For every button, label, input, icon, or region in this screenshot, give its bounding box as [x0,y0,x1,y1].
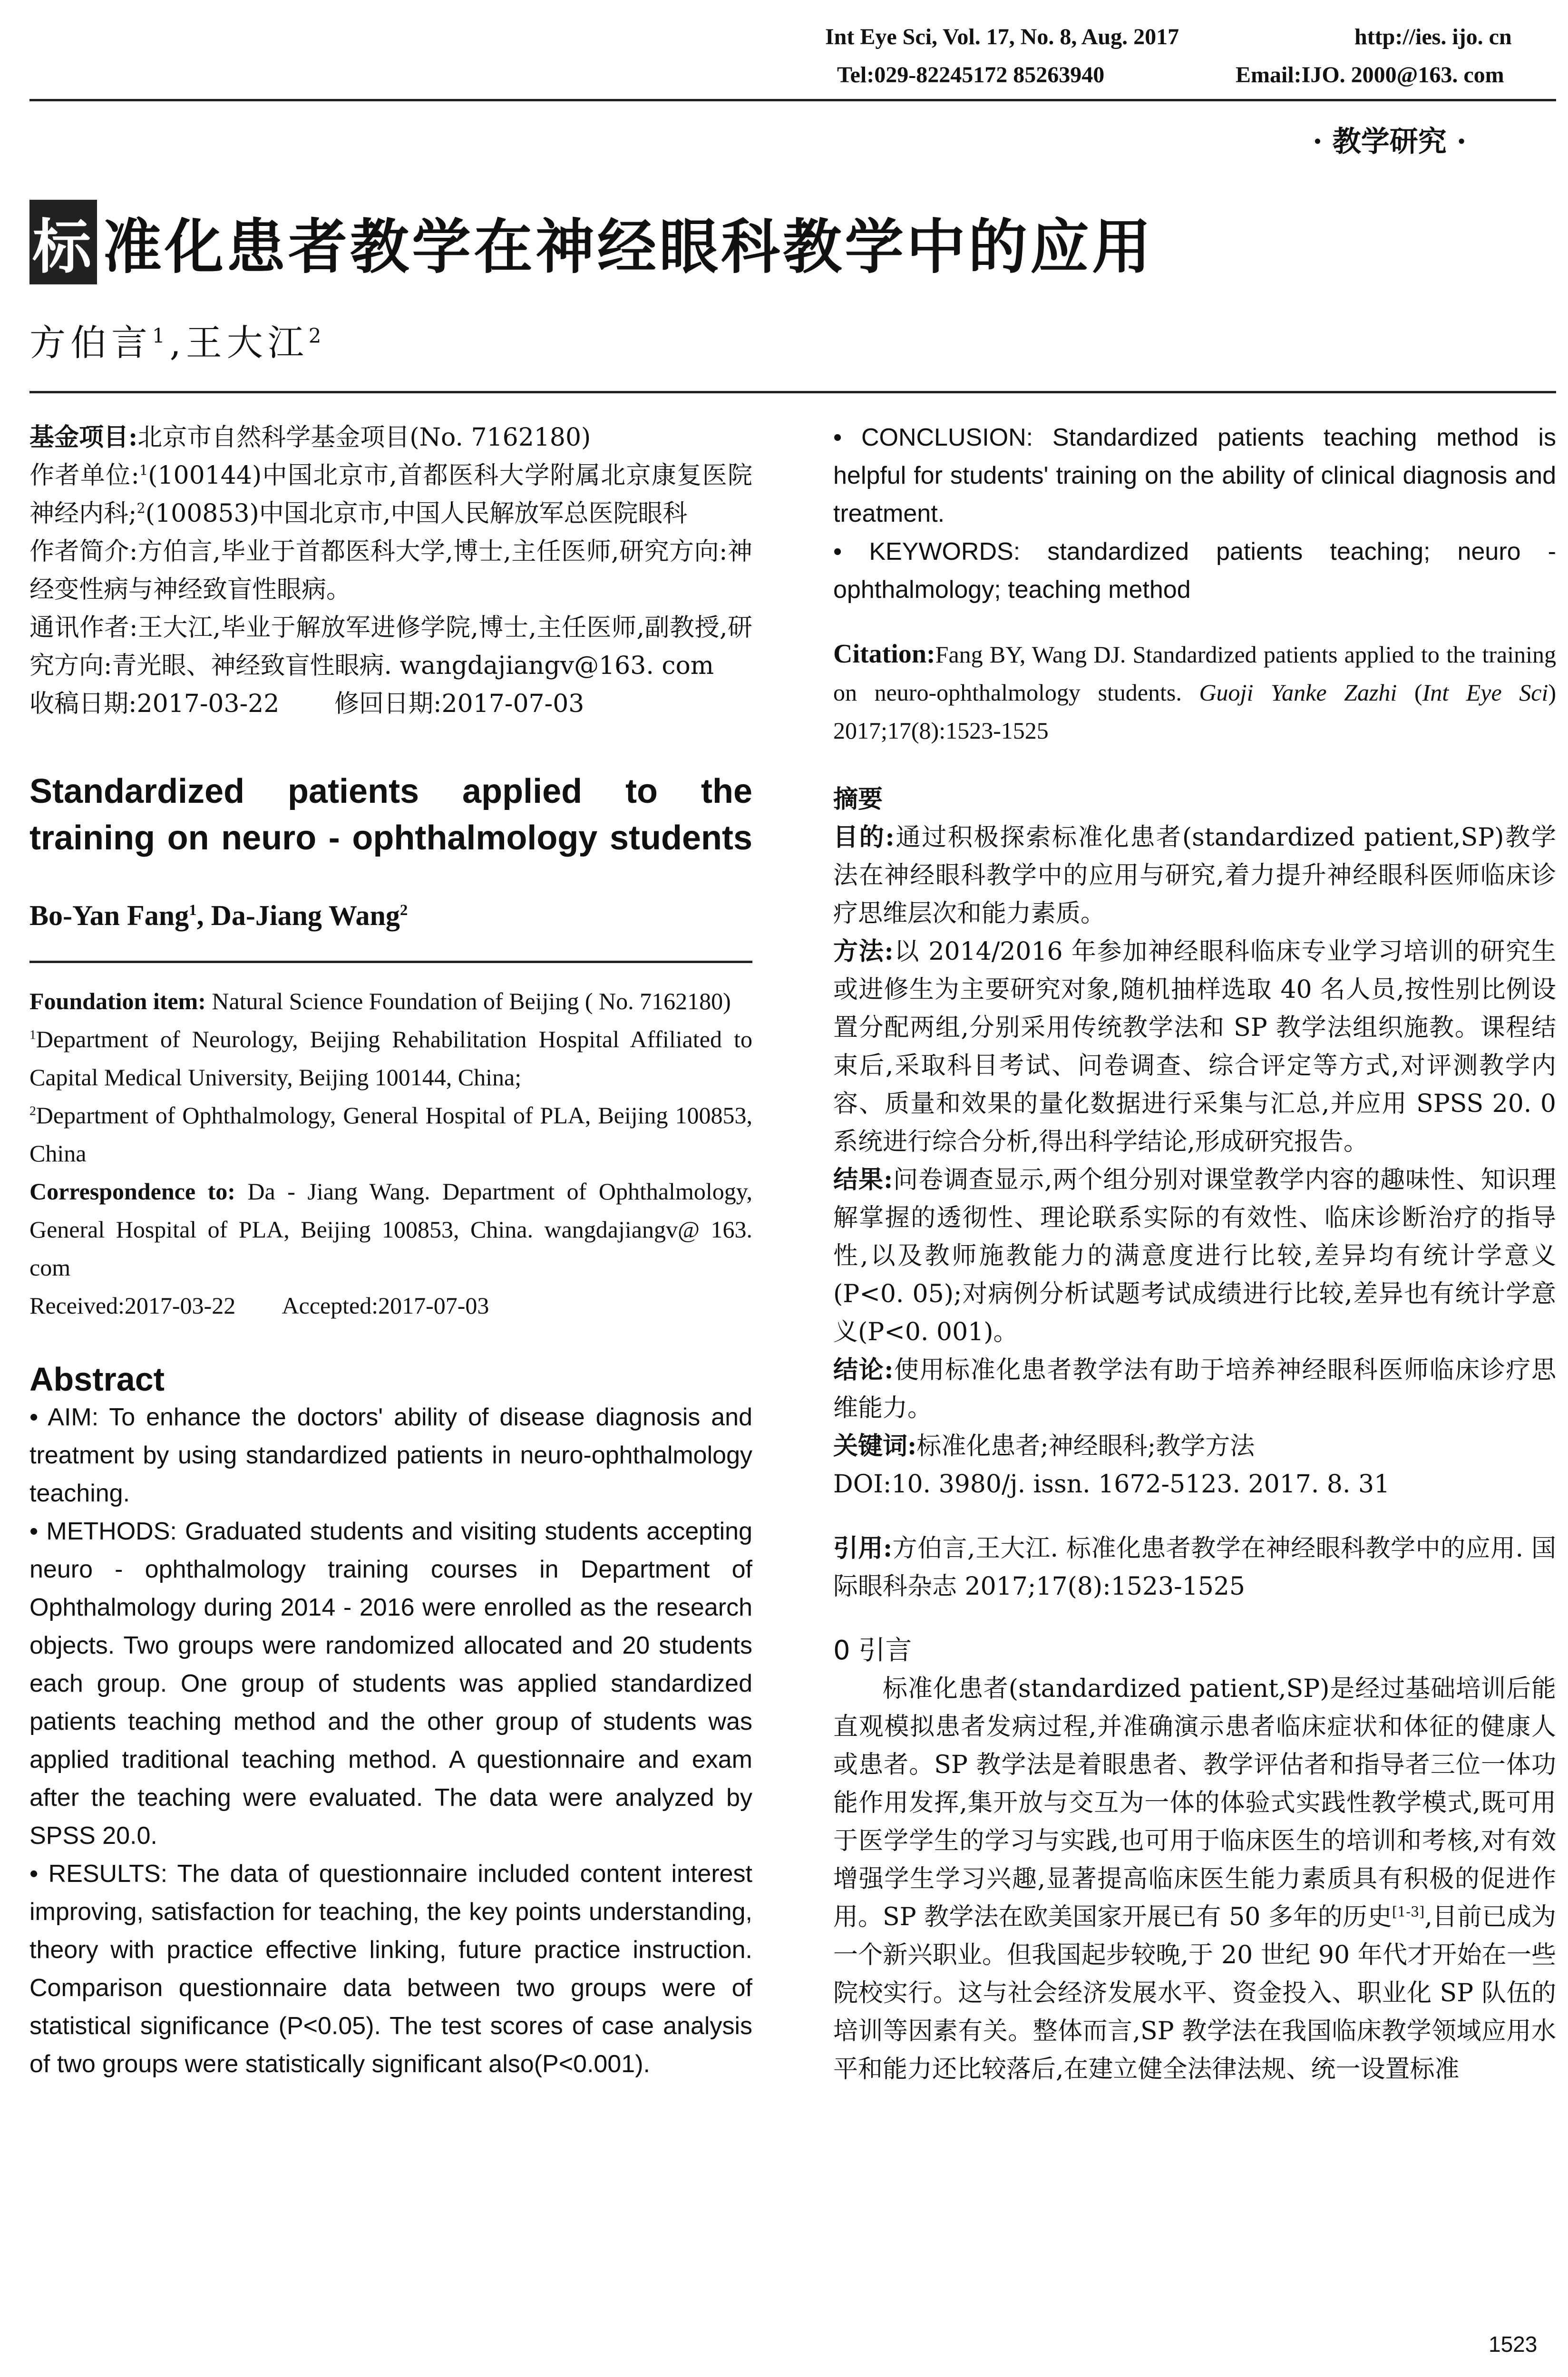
abstract-cn [833,818,1556,1503]
en-author-1: Bo-Yan Fang [29,900,189,931]
intro-heading: 0 引言 [833,1635,912,1666]
jieguo-label: 结果: [833,1165,893,1194]
yinyong-label: 引用: [833,1534,893,1563]
abstract-body [29,1398,752,2083]
author-2: 王大江 [185,321,309,364]
journal-website: http://ies. ijo. cn [1354,24,1512,49]
corr-label: 通讯作者: [29,614,138,642]
author-sep: , [169,321,186,364]
title-rule [29,391,1556,393]
citation-abbr: Int Eye Sci [1422,679,1549,706]
abstract-methods: • METHODS: Graduated students and visiting students accepting neuro - ophthalmology training courses in Department of Ophthalmology during 2014 - 2016 were enrolled as the research objects. Two groups were randomized allocated and 20 students each group. One group of students was applied standardized patients teaching method and the other group of students was applied traditional teaching method. A questionnaire and exam after the teaching were evaluated. The data were analyzed by SPSS 20.0. [29,1518,752,1850]
journal-info: Int Eye Sci, Vol. 17, No. 8, Aug. 2017 [825,24,1179,49]
unit-sup-2: 2 [136,500,146,516]
abstract-aim: • AIM: To enhance the doctors' ability of disease diagnosis and treatment by using standardized patients in neuro-ophthalmology teaching. [29,1403,752,1507]
en-author-2-sup: 2 [399,902,408,919]
intro-body [833,1670,1556,2088]
dates-cn: 收稿日期:2017-03-22 修回日期:2017-07-03 [29,690,584,718]
abstract-continued [833,419,1556,609]
fund-text: 北京市自然科学基金项目(No. 7162180) [137,423,591,452]
right-column [833,419,1556,2088]
keywords-cn-label: 关键词: [833,1432,917,1461]
intro-text-1: 标准化患者(standardized patient,SP)是经过基础培训后能直观模拟患者发病过程,并准确演示患者临床症状和体征的健康人或患者。SP 教学法是着眼患者、教学评估者和指导者三位一体功能作用发挥,集开放与交互为一体的体验式实践性教学模式,既可用于医学学生的学习与实践,也可用于临床医生的培训和考核,对有效增强学生学习兴趣,显著提高临床医生能力素质具有积极的促进作用。SP 教学法在欧美国家开展已有 50 多年的历史 [833,1675,1556,1931]
header-rule [29,99,1556,101]
unit-2: (100853)中国北京市,中国人民解放军总医院眼科 [145,499,688,528]
jielun-label: 结论: [833,1355,894,1384]
en-author-1-sup: 1 [189,902,197,919]
citation-en [833,635,1556,750]
en-author-2: Da-Jiang Wang [211,900,400,931]
citation-cn [833,1529,1556,1606]
author-1: 方伯言 [29,321,152,364]
fangfa-text: 以 2014/2016 年参加神经眼科临床专业学习培训的研究生或进修生为主要研究对象,随机抽样选取 40 名人员,按性别比例设置分配两组,分别采用传统教学法和 SP 教学法组织施教。课程结束后,采取科目考试、问卷调查、综合评定等方式,对评测教学内容、质量和效果的量化数据进行采集与汇总,并应用 SPSS 20. 0 系统进行综合分析,得出科学结论,形成研究报告。 [833,937,1556,1156]
citation-text: Fang BY, Wang DJ. Standardized patients applied to the training on neuro-ophthalmology students. [833,641,1556,706]
unit-label: 作者单位: [29,461,139,490]
jielun-text: 使用标准化患者教学法有助于培养神经眼科医师临床诊疗思维能力。 [833,1356,1556,1422]
mudi-text: 通过积极探索标准化患者(standardized patient,SP)教学法在神经眼科教学中的应用与研究,着力提升神经眼科医师临床诊疗思维层次和能力素质。 [833,823,1556,928]
section-label: · 教学研究 · [1313,125,1467,158]
correspondence-label: Correspondence to: [29,1178,235,1205]
author-1-affil: 1 [152,324,170,348]
keywords-cn-text: 标准化患者;神经眼科;教学方法 [916,1432,1255,1461]
mudi-label: 目的: [833,823,895,852]
intro-label: 作者简介: [29,537,138,566]
unit-1: (100144)中国北京市,首都医科大学附属北京康复医院神经内科; [29,461,752,528]
english-rule [29,932,752,963]
corr-author: 王大江,毕业于解放军进修学院,博士,主任医师,副教授,研究方向:青光眼、神经致盲性眼病. wangdajiangv@163. com [29,614,752,680]
jieguo-text: 问卷调查显示,两个组分别对课堂教学内容的趣味性、知识理解掌握的透彻性、理论联系实际的有效性、临床诊断治疗的指导性,以及教师施教能力的满意度进行比较,差异均有统计学意义(P<0. 05);对病例分析试题考试成绩进行比较,差异也有统计学意义(P<0. 001)。 [833,1166,1557,1346]
foundation-text: Natural Science Foundation of Beijing ( No. 7162180) [205,988,731,1014]
citation-journal: Guoji Yanke Zazhi [1199,679,1397,706]
citation-paren: ( [1397,679,1422,706]
dept-2: Department of Ophthalmology, General Hospital of PLA, Beijing 100853, China [29,1102,752,1167]
author-intro: 方伯言,毕业于首都医科大学,博士,主任医师,研究方向:神经变性病与神经致盲性眼病。 [29,537,752,604]
metadata-en [29,982,752,1325]
journal-email: Email:IJO. 2000@163. com [1236,62,1504,88]
en-author-sep: , [196,900,211,931]
authors-cn [29,314,326,366]
dept-2-sup: 2 [29,1103,36,1118]
intro-text-2: ,目前已成为一个新兴职业。但我国起步较晚,于 20 世纪 90 年代才开始在一些院校实行。这与社会经济发展水平、资金投入、职业化 SP 队伍的培训等因素有关。整体而言,SP 教学法在我国临床教学领域应用水平和能力还比较落后,在建立健全法律法规、统一设置标准 [833,1903,1556,2084]
abstract-results: • RESULTS: The data of questionnaire included content interest improving, satisfaction for teaching, the key points understanding, theory with practice effective linking, future practice instruction. Comparison questionnaire data between two groups were of statistical significance (P<0.05). The test scores of case analysis of two groups were statistically significant also(P<0.001). [29,1860,752,2078]
fund-label: 基金项目: [29,423,138,452]
abstract-keywords: • KEYWORDS: standardized patients teaching; neuro - ophthalmology; teaching method [833,538,1556,604]
title-first-char: 标 [29,200,97,284]
doi: DOI:10. 3980/j. issn. 1672-5123. 2017. 8. 31 [833,1470,1390,1499]
citation-volume: ) 2017;17(8):1523-1525 [833,679,1556,744]
abstract-conclusion: • CONCLUSION: Standardized patients teaching method is helpful for students' training on the ability of clinical diagnosis and treatment. [833,424,1556,527]
left-column [29,419,752,2083]
metadata-cn [29,419,752,723]
author-2-affil: 2 [308,324,326,348]
dept-1-sup: 1 [29,1027,36,1042]
english-authors [29,899,752,932]
page-number: 1523 [1489,2332,1538,2357]
zhaiyao-heading: 摘要 [833,785,883,814]
dept-1: Department of Neurology, Beijing Rehabilitation Hospital Affiliated to Capital Medical University, Beijing 100144, China; [29,1026,752,1091]
page-title [29,200,1154,284]
journal-tel: Tel:029-82245172 85263940 [837,62,1105,88]
yinyong-text: 方伯言,王大江. 标准化患者教学在神经眼科教学中的应用. 国际眼科杂志 2017;17(8):1523-1525 [833,1534,1556,1601]
title-rest: 准化患者教学在神经眼科教学中的应用 [103,213,1154,282]
abstract-heading: Abstract [29,1361,165,1398]
english-title: Standardized patients applied to the training on neuro - ophthalmology students [29,772,752,857]
citation-label: Citation: [833,639,935,669]
received-accepted: Received:2017-03-22 Accepted:2017-07-03 [29,1292,489,1319]
foundation-label: Foundation item: [29,988,206,1014]
unit-sup-1: 1 [139,462,148,478]
fangfa-label: 方法: [833,937,894,966]
correspondence-text: Da - Jiang Wang. Department of Ophthalmology, General Hospital of PLA, Beijing 100853, China. wangdajiangv@ 163. com [29,1178,752,1281]
intro-ref: [1-3] [1392,1903,1425,1920]
